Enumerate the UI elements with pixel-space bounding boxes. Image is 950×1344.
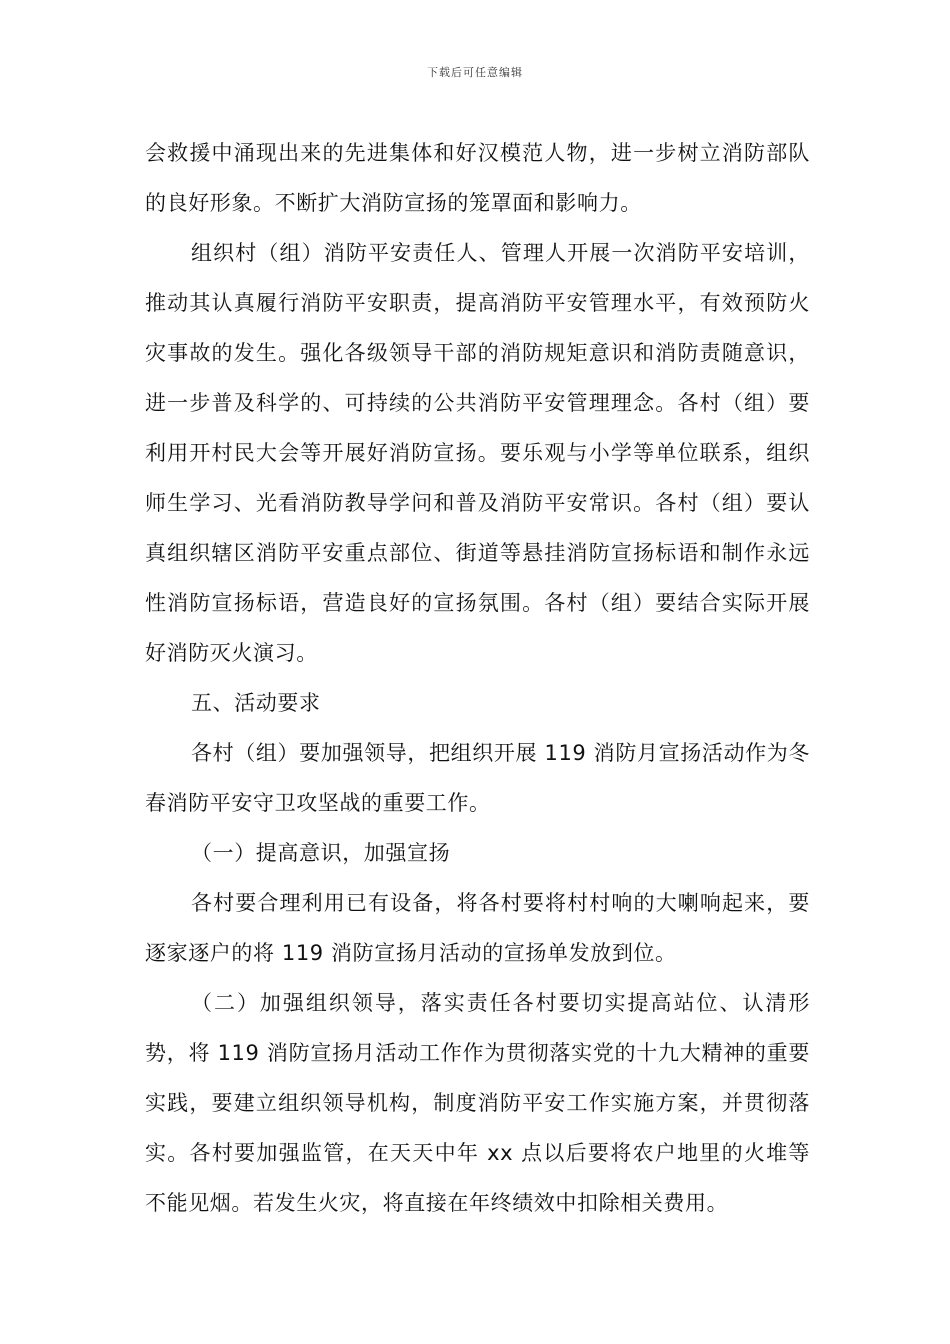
subheading-1: （一）提高意识，加强宣扬 <box>191 841 451 865</box>
section-heading-5: 五、活动要求 <box>191 691 321 715</box>
paragraph-5: （二）加强组织领导，落实责任各村要切实提高站位、认清形势，将 119 消防宣扬月活动工作作为贯彻落实党的十九大精神的重要实践，要建立组织领导机构，制度消防平安工作实施方案，并贯彻落实。各村要加强监管，在天天中年 xx 点以后要将农户地里的火堆等不能见烟。若发生火灾，将直接在年终绩效中扣除相关费用。 <box>145 991 810 1215</box>
page-header: 下载后可任意编辑 <box>427 66 523 79</box>
paragraph-2: 组织村（组）消防平安责任人、管理人开展一次消防平安培训，推动其认真履行消防平安职责，提高消防平安管理水平，有效预防火灾事故的发生。强化各级领导干部的消防规矩意识和消防责随意识，进一步普及科学的、可持续的公共消防平安管理理念。各村（组）要利用开村民大会等开展好消防宣扬。要乐观与小学等单位联系，组织师生学习、光看消防教导学问和普及消防平安常识。各村（组）要认真组织辖区消防平安重点部位、街道等悬挂消防宣扬标语和制作永远性消防宣扬标语，营造良好的宣扬氛围。各村（组）要结合实际开展好消防灭火演习。 <box>145 241 810 665</box>
paragraph-4: 各村要合理利用已有设备，将各村要将村村响的大喇响起来，要逐家逐户的将 119 消防宣扬月活动的宣扬单发放到位。 <box>145 891 810 965</box>
document-body <box>145 128 810 1228</box>
paragraph-3: 各村（组）要加强领导，把组织开展 119 消防月宣扬活动作为冬春消防平安守卫攻坚战的重要工作。 <box>145 741 810 815</box>
paragraph-1: 会救援中涌现出来的先进集体和好汉模范人物，进一步树立消防部队的良好形象。不断扩大消防宣扬的笼罩面和影响力。 <box>145 141 810 215</box>
